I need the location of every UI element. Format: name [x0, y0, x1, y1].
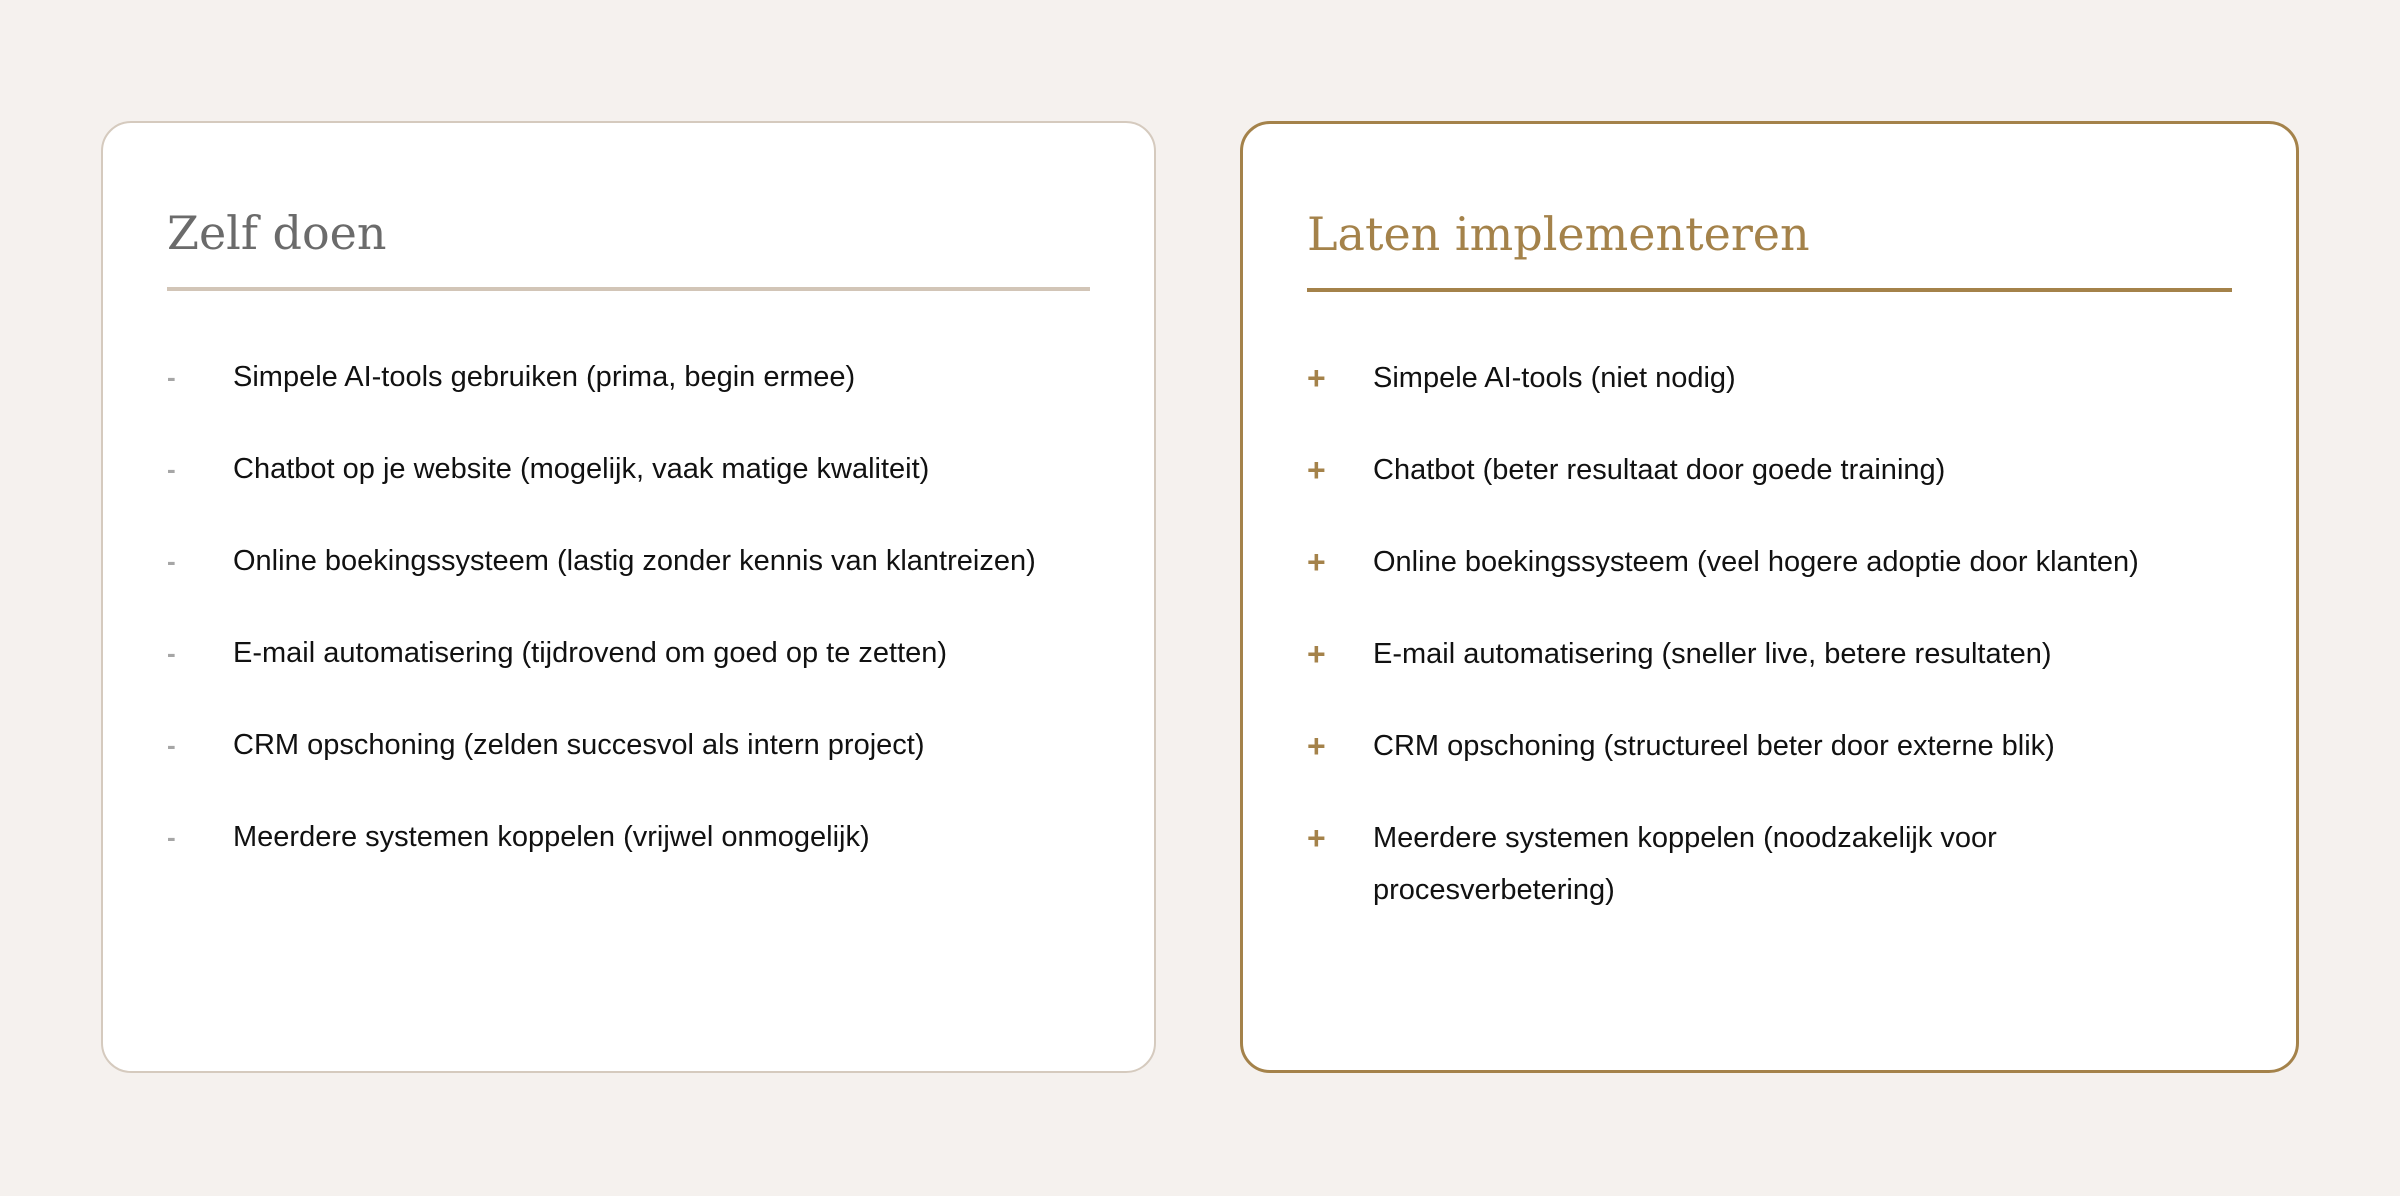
minus-icon: -: [167, 362, 176, 392]
diy-card-title: Zelf doen: [167, 206, 387, 260]
plus-icon: +: [1307, 360, 1326, 396]
list-item: [1307, 720, 2232, 772]
list-item-text: Meerdere systemen koppelen (vrijwel onmogelijk): [233, 821, 870, 853]
list-item-text: Simpele AI-tools (niet nodig): [1373, 362, 1736, 394]
implementation-card-title: Laten implementeren: [1307, 207, 1810, 261]
minus-icon: -: [167, 730, 176, 760]
list-item-text: Simpele AI-tools gebruiken (prima, begin ermee): [233, 361, 856, 393]
list-item-text: E-mail automatisering (tijdrovend om goed op te zetten): [233, 637, 948, 669]
list-item: [1307, 628, 2232, 680]
list-item-text: CRM opschoning (structureel beter door externe blik): [1373, 730, 2055, 762]
list-item-text: CRM opschoning (zelden succesvol als intern project): [233, 729, 925, 761]
list-item: [167, 351, 1090, 403]
list-item-text: Online boekingssysteem (lastig zonder kennis van klantreizen): [233, 545, 1036, 577]
minus-icon: -: [167, 546, 176, 576]
list-item: [167, 627, 1090, 679]
list-item: [1307, 444, 2232, 496]
diy-list: [167, 351, 1090, 863]
list-item: [167, 811, 1090, 863]
implementation-card-divider: [1307, 288, 2232, 292]
minus-icon: -: [167, 454, 176, 484]
list-item: [167, 443, 1090, 495]
list-item-text: E-mail automatisering (sneller live, betere resultaten): [1373, 638, 2052, 670]
diy-card: [101, 121, 1156, 1073]
implementation-card: [1240, 121, 2299, 1073]
plus-icon: +: [1307, 728, 1326, 764]
list-item: [1307, 536, 2232, 588]
list-item: [167, 535, 1090, 587]
list-item: [1307, 812, 2232, 916]
list-item: [1307, 352, 2232, 404]
list-item-text: Chatbot op je website (mogelijk, vaak matige kwaliteit): [233, 453, 930, 485]
minus-icon: -: [167, 638, 176, 668]
minus-icon: -: [167, 822, 176, 852]
list-item-text: Meerdere systemen koppelen (noodzakelijk voor procesverbetering): [1373, 822, 1997, 906]
list-item-text: Online boekingssysteem (veel hogere adoptie door klanten): [1373, 546, 2139, 578]
plus-icon: +: [1307, 636, 1326, 672]
plus-icon: +: [1307, 820, 1326, 856]
diy-card-divider: [167, 287, 1090, 291]
implementation-list: [1307, 352, 2232, 916]
list-item: [167, 719, 1090, 771]
list-item-text: Chatbot (beter resultaat door goede training): [1373, 454, 1946, 486]
plus-icon: +: [1307, 452, 1326, 488]
plus-icon: +: [1307, 544, 1326, 580]
